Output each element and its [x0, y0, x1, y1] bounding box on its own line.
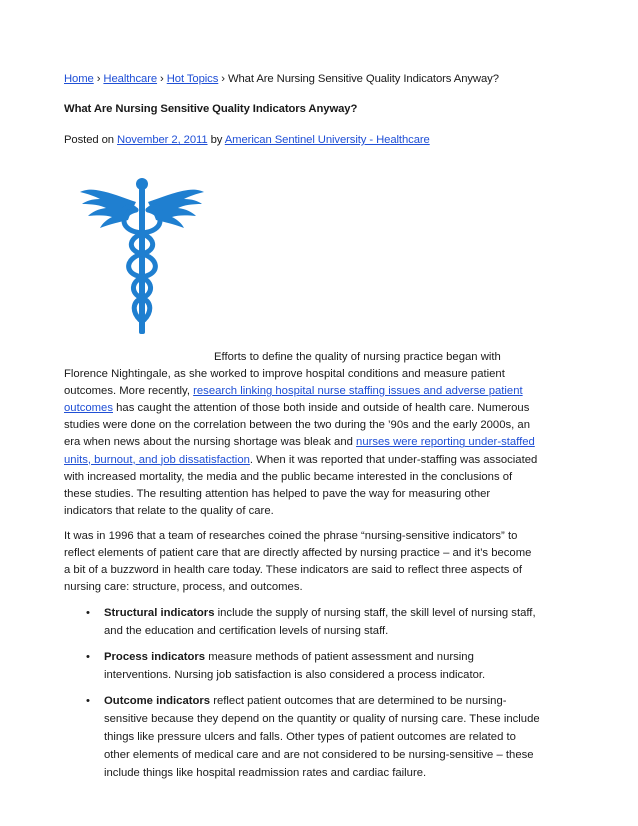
bullet-icon: •	[86, 695, 90, 708]
breadcrumb-separator: ›	[221, 73, 225, 85]
list-item-text: include the supply of nursing staff, the skill level of nursing staff, and the education and certification levels of nursing staff.	[104, 607, 536, 638]
list-item	[64, 648, 540, 684]
breadcrumb-separator: ›	[96, 73, 101, 85]
paragraph-1-text-b: has caught the attention of those both inside and outside of health care. Numerous studies were done on the correlation between the two during the ’90s and the early 2000s, an era when news about the nursing shortage was bleak and	[64, 402, 530, 449]
breadcrumb	[64, 73, 499, 85]
list-item-term: Structural indicators	[104, 607, 215, 620]
breadcrumb-healthcare-link[interactable]: Healthcare	[103, 73, 158, 85]
by-label: by	[210, 134, 223, 146]
research-link[interactable]: research linking hospital nurse staffing issues and adverse patient outcomes	[64, 385, 523, 415]
paragraph-1-text-c: . When it was reported that under-staffing was associated with increased mortality, the media and the public became interested in the conclusions of these studies. The resulting attention has helped to pave the way for measuring other indicators that relate to the quality of care.	[64, 453, 538, 517]
breadcrumb-home-link[interactable]: Home	[64, 73, 94, 85]
paragraph-1-text-a: Efforts to define the quality of nursing practice began with Florence Nightingale, as she worked to improve hospital conditions and measure patient outcomes. More recently,	[64, 351, 505, 398]
posted-on-label: Posted on	[64, 134, 114, 146]
nurses-reporting-link[interactable]: nurses were reporting under-staffed units, burnout, and job dissatisfaction	[64, 436, 535, 466]
paragraph-2: It was in 1996 that a team of researches coined the phrase “nursing-sensitive indicators” to reflect elements of patient care that are directly affected by nursing practice – and it’s become a bit of a buzzword in health care today. These indicators are said to reflect three aspects of nursing care: structure, process, and outcomes.	[64, 529, 532, 594]
list-item	[64, 604, 540, 640]
article-title: What Are Nursing Sensitive Quality Indicators Anyway?	[64, 103, 358, 115]
author-link[interactable]: American Sentinel University - Healthcare	[224, 134, 430, 146]
paragraph-1	[64, 349, 540, 520]
breadcrumb-separator: ›	[160, 73, 164, 85]
bullet-icon: •	[86, 651, 90, 664]
list-item	[64, 692, 540, 782]
breadcrumb-current: What Are Nursing Sensitive Quality Indicators Anyway?	[227, 73, 499, 85]
list-item-term: Outcome indicators	[104, 695, 211, 708]
list-item-text: measure methods of patient assessment and nursing interventions. Nursing job satisfaction is also considered a process indicator.	[104, 651, 486, 682]
breadcrumb-hot-topics-link[interactable]: Hot Topics	[166, 73, 219, 85]
indicator-list	[64, 604, 540, 782]
article-body	[64, 349, 540, 790]
post-meta	[64, 134, 430, 146]
caduceus-icon	[80, 176, 204, 336]
list-item-text: reflect patient outcomes that are determined to be nursing-sensitive because they depend on the quantity or quality of nursing care. These include things like pressure ulcers and falls. Other types of patient outcomes are related to other elements of medical care and are not considered to be nursing-sensitive – these include things like hospital readmission rates and cardiac failure.	[104, 695, 540, 780]
bullet-icon: •	[86, 607, 90, 620]
list-item-term: Process indicators	[104, 651, 206, 664]
post-date-link[interactable]: November 2, 2011	[117, 134, 208, 146]
